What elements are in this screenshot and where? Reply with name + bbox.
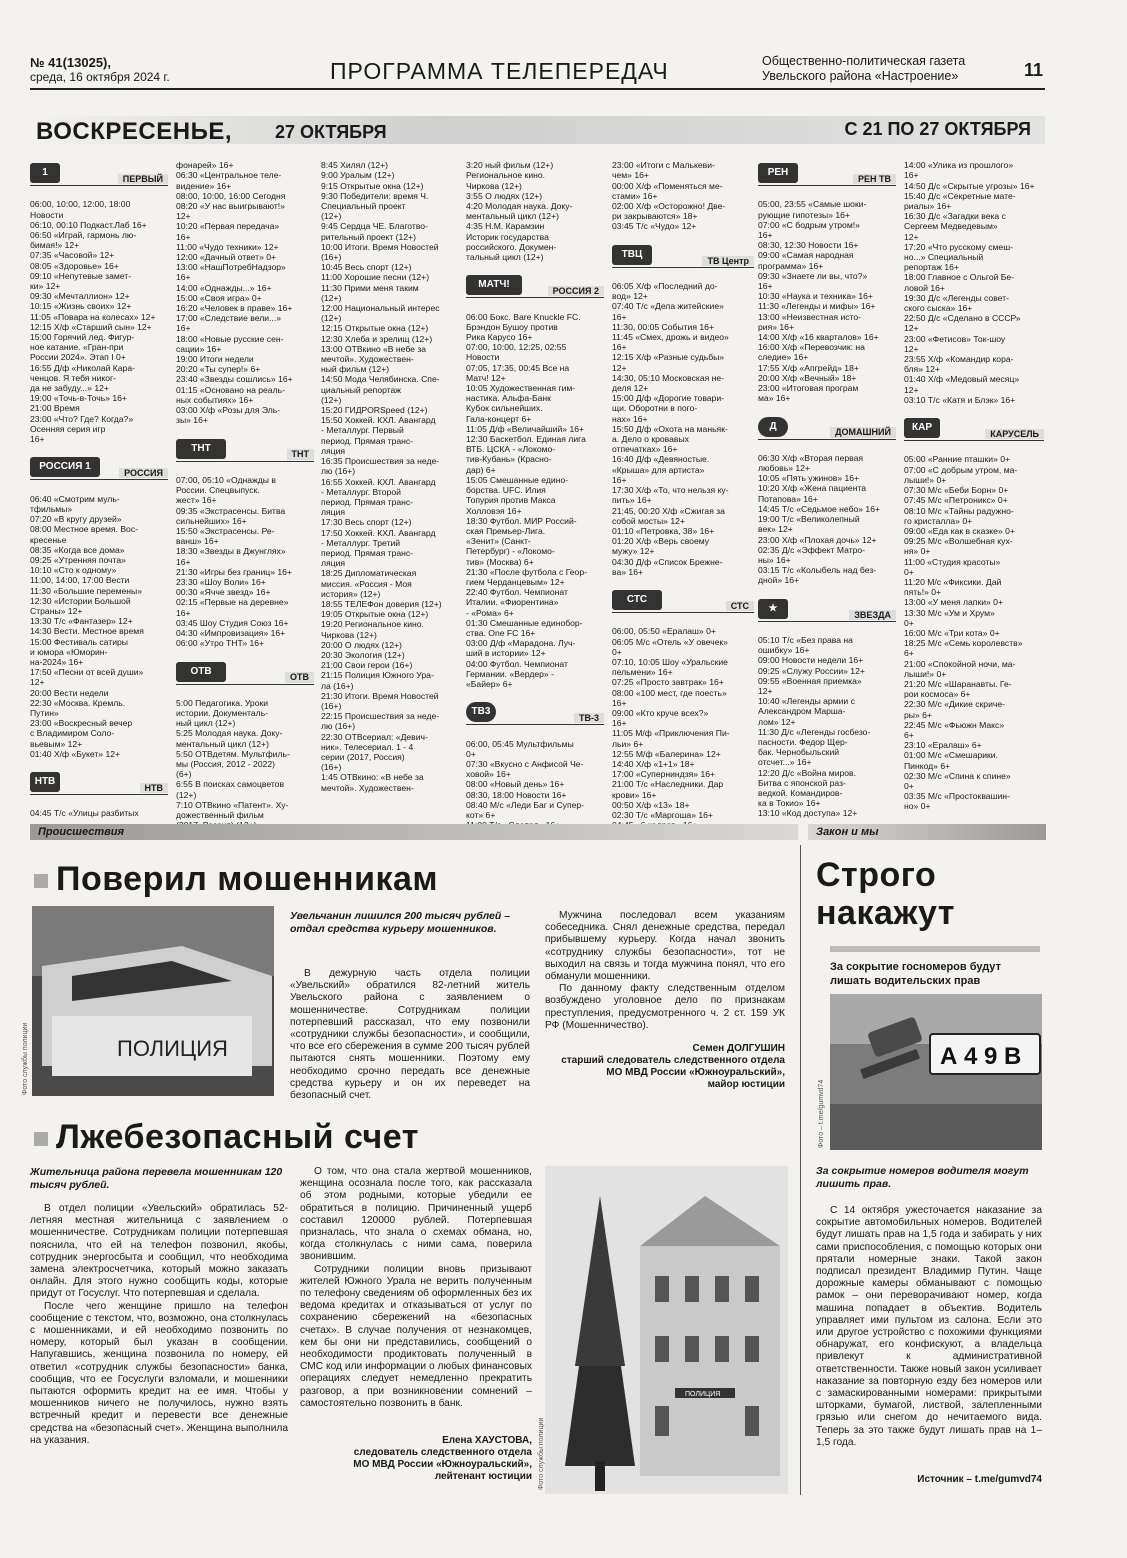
zvezda-schedule: 05:10 Т/с «Без права на ошибку» 16+ 09:00 Новости недели 16+ 09:25 «Служу России» 12+ 09:55 «Военная приемка» 12+ 10:40 «Легенды армии с Александром Марша- лом» 12+ 11:30 Д/с «Легенды госбезо- пасности. Федор Щер- бак. Чернобыльский отсчет...» 16+ 12:20 Д/с «Война миров. Битва с японской раз- ведкой. Командиров- ка в Токио» 16+ 13:10 «Код доступа» 12+	[758, 634, 871, 819]
article1-body-col1	[290, 968, 530, 1102]
plate-number: А 4 9 В	[940, 1043, 1022, 1070]
article1-paragraph-1: В дежурную часть отдела полиции «Увельский» обратился 82-летний житель Увельского района с заявлением о мошенничестве. Сотрудникам полиции потерпевший рассказал, что ему позвонили «сотрудники службы безопасности», и сообщили, что все его сбережения в сумме 200 тысяч рублей пытаются снять мошенники. Поэтому ему необходимо срочно передать все денежные средства курьеру и он их переведет на безопасный счет.	[290, 968, 530, 1102]
otv-schedule-cont: 8:45 Хилял (12+) 9:00 Уралым (12+) 9:15 Открытые окна (12+) 9:30 Победители: время Ч. Специальный проект (12+) 9:45 Сердца ЧЕ. Благотво- рительный проект (12+) 10:00 Итоги. Время Новостей (16+) 10:45 Весь спорт (12+) 11:00 Хорошие песни (12+) 11:30 Прими меня таким (12+) 12:00 Национальный интерес (12+) 12:15 Открытые окна (12+) 12:30 Хлеба и зрелищ (12+) 13:00 ОТВкино «В небе за мечтой». Художествен- ный фильм (12+) 14:50 Мода Челябинска. Спе- циальный репортаж (12+) 15:20 ГИДРОRSpeed (12+) 15:50 Хоккей. КХЛ. Авангард - Металлург. Первый период. Прямая транс- ляция 16:35 Происшествия за неде- лю (16+) 16:55 Хоккей. КХЛ. Авангард - Металлург. Второй период. Прямая транс- ляция 17:30 Весь спорт (12+) 17:50 Хоккей. КХЛ. Авангард - Металлург. Третий период. Прямая транс- ляция 18:25 Дипломатическая миссия. «Россия - Моя история» (12+) 18:55 ТЕЛЕФон доверия (12+) 19:05 Открытые окна (12+) 19:20 Региональное кино. Чиркова (12+) 20:00 О людях (12+) 20:30 Экология (12+) 21:00 Свои герои (16+) 21:15 Полиция Южного Ура- ла (16+) 21:30 Итоги. Время Новостей (16+) 22:15 Происшествия за неде- лю (16+) 22:30 ОТВсериал: «Девич- ник». Телесериал. 1 - 4 серии (2017, Россия) (16+) 1:45 ОТВкино: «В небе за мечтой». Художествен-	[321, 160, 442, 793]
article1-paragraph-3: По данному факту следственным отделом возбуждено уголовное дело по признакам преступления, предусмотренного ч. 2 ст. 159 УК РФ (Мошенничество).	[545, 983, 785, 1031]
schedule-column-6	[758, 150, 896, 819]
article1-signature: Семен ДОЛГУШИН старший следователь следственного отдела МО МВД России «Южноуральский», майор юстиции	[561, 1043, 785, 1090]
page-title: ПРОГРАММА ТЕЛЕПЕРЕДАЧ	[330, 58, 669, 84]
title-marker-icon	[34, 874, 48, 888]
channel-name: ОТВ	[285, 672, 314, 682]
tvcentr-schedule: 06:05 Х/ф «Последний до- вод» 12+ 07:40 Т/с «Дела житейские» 16+ 11:30, 00:05 События 16+ 11:45 «Смех, дрожь и видео» 16+ 12:15 Х/ф «Разные судьбы» 12+ 14:30, 05:10 Московская не- деля 12+ 15:00 Д/ф «Дорогие товари- щи. Оборотни в пого- нах» 16+ 15:50 Д/ф «Охота на маньяк- а. Дело о кровавых отпечатках» 16+ 16:40 Д/ф «Девяностые. «Крыша» для артиста» 16+ 17:30 Х/ф «То, что нельзя ку- пить» 16+ 21:45, 00:20 Х/ф «Сжигая за собой мосты» 12+ 01:10 «Петровка, 38» 16+ 01:20 Х/ф «Верь своему мужу» 12+ 04:30 Д/ф «Список Брежне- ва» 16+	[612, 281, 729, 577]
channel-tvcentr-header	[612, 245, 754, 268]
channel-rossia-header	[30, 457, 168, 480]
article1-photo	[32, 906, 274, 1096]
article1-title	[34, 860, 438, 899]
channel-name: КАРУСЕЛЬ	[985, 429, 1044, 439]
article2-photo-credit: Фото службы полиции	[538, 1417, 545, 1490]
channel-name: НТВ	[140, 783, 169, 793]
otv-logo-icon: ОТВ	[176, 662, 226, 682]
channel-karusel-header	[904, 418, 1044, 441]
article2-lead: Жительница района перевела мошенникам 120 тысяч рублей.	[30, 1166, 283, 1191]
karusel-logo-icon: КАР	[904, 418, 940, 438]
article2-paragraph-3: О том, что она стала жертвой мошенников, женщина осознала после того, как рассказала об этом родными, которые убедили ее обратиться в полицию. Причиненный ущерб составил 120000 рублей. Потерпевшая призналась, что знала о схемах обмана, но, когда столкнулась с ними сама, поверила звонившим.	[300, 1166, 532, 1263]
channel-sts-header	[612, 590, 754, 613]
pervyi-schedule: 06:00, 10:00, 12:00, 18:00 Новости 06:10, 00:10 Подкаст.Лаб 16+ 06:50 «Играй, гармонь лю- бимая!» 12+ 07:35 «Часовой» 12+ 08:05 «Здоровье» 16+ 09:10 «Непутевые замет- ки» 12+ 09:30 «Мечталлион» 12+ 10:15 «Жизнь своих» 12+ 11:05 «Повара на колесах» 12+ 12:15 Х/ф «Старший сын» 12+ 15:00 Горячий лед. Фигур- ное катание. «Гран-при России 2024». Этап I 0+ 16:55 Д/ф «Николай Кара- ченцов. Я тебя никог- да не забуду...» 12+ 19:00 «Точь-в-Точь» 16+ 21:00 Время 23:00 «Что? Где? Когда?» Осенняя серия игр 16+	[30, 199, 156, 445]
tvc-logo-icon: ТВЦ	[612, 245, 652, 265]
ntv-schedule: 04:45 Т/с «Улицы разбитых	[30, 808, 139, 819]
day-date: 27 ОКТЯБРЯ	[275, 122, 387, 142]
channel-name: РЕН ТВ	[853, 174, 896, 184]
schedule-column-4	[466, 150, 604, 820]
police-label: ПОЛИЦИЯ	[117, 1036, 228, 1061]
channel-name: РОССИЯ	[119, 468, 168, 478]
article2-title-text: Лжебезопасный счет	[56, 1118, 419, 1156]
page-number: 11	[1023, 60, 1043, 80]
day-name: ВОСКРЕСЕНЬЕ,	[36, 118, 232, 145]
channel-name: ДОМАШНИЙ	[830, 427, 896, 437]
article3-paragraph-1: С 14 октября ужесточается наказание за сокрытие автомобильных номеров. Водителей будут лишать прав на 1,5 года и забирать у них сами приспособления, с помощью которых они прятали номерные знаки. Такой закон подписал президент Владимир Путин. Чаще дорожные камеры обманывают с помощью рамок – они переворачивают номер, когда машина попадает в объектив. Водитель управляет ими пультом из салона. Если это или другое устройство с похожими функциями обнаружат, его конфискуют, а владельца привлекут к административной ответственности. Также новый закон усиливает наказание за повторную езду без номеров или с замаскированными номерами: прикрытыми шторками, бумагой, листвой, залепленными грязью или снегом до нечитаемого вида. Теперь за это также будут лишать прав на 1–1,5 года.	[816, 1205, 1042, 1448]
otv-schedule: 5:00 Педагогика. Уроки истории. Документаль- ный цикл (12+) 5:25 Молодая наука. Доку- ментальный цикл (12+) 5:50 ОТВдетям. Мультфиль- мы (Россия, 2012 - 2022) (6+) 6:55 В поисках самоцветов (12+) 7:10 ОТВкино «Патент». Ху- дожественный фильм	[176, 697, 290, 820]
section-incidents-label: Происшествия	[38, 826, 124, 838]
paper-name-line-1: Общественно-политическая газета	[762, 54, 966, 68]
rentv-schedule: 05:00, 23:55 «Самые шоки- рующие гипотезы» 16+ 07:00 «С бодрым утром!» 16+ 08:30, 12:30 Новости 16+ 09:00 «Самая народная программа» 16+ 09:30 «Знаете ли вы, что?» 16+ 10:30 «Наука и техника» 16+ 11:30 «Легенды и мифы» 16+ 13:00 «Неизвестная исто- рия» 16+ 14:00 Х/ф «16 кварталов» 16+ 16:00 Х/ф «Перевозчик: на следие» 16+ 17:55 Х/ф «Апгрейд» 18+ 20:00 Х/ф «Вечный» 18+ 23:00 «Итоговая програм ма» 16+	[758, 199, 879, 404]
channel-name: ТВ-3	[574, 713, 604, 723]
issue-date: среда, 16 октября 2024 г.	[30, 70, 170, 84]
tv3-schedule: 06:00, 05:45 Мультфильмы 0+ 07:30 «Вкусно с Анфисой Че- ховой» 16+ 08:00 «Новый день» 16+ 08:30, 18:00 Новости 16+ 08:40 М/с «Леди Баг и Супер- кот» 6+	[466, 738, 585, 820]
day-bar	[30, 116, 1045, 144]
article1-title-text: Поверил мошенникам	[56, 860, 439, 898]
article2-body-col2	[300, 1166, 532, 1410]
article3-photo	[830, 994, 1042, 1150]
section-law-label: Закон и мы	[816, 826, 879, 838]
section-law	[808, 824, 1046, 840]
channel-tv3-header	[466, 702, 604, 725]
channel-name: ТВ Центр	[702, 256, 754, 266]
issue-info	[30, 56, 170, 84]
channel-domashniy-header	[758, 417, 896, 440]
otv-schedule-end: 3:20 ный фильм (12+) Региональное кино. Чиркова (12+) 3:55 О людях (12+) 4:20 Молодая наука. Доку- ментальный цикл (12+) 4:35 Н.М. Карамзин Историк государства российского. Докумен- тальный цикл (12+)	[466, 160, 573, 263]
pervyi-logo-icon: 1	[30, 163, 60, 183]
match-logo-icon: МАТЧ!	[466, 275, 522, 295]
article2-paragraph-1: В отдел полиции «Увельский» обратилась 52-летняя местная жительница с заявлением о мошенничестве. Сотрудникам полиции потерпевшая пояснила, что ей на телефон позвонил, якобы, сотрудник энергосбыта и сообщил, что необходима замена электросчетчика, который можно заказать онлайн. Для этого нужно сообщить коды, которые придут от Госуслуг. Что потерпевшая и сделала.	[30, 1203, 288, 1300]
article1-lead: Увельчанин лишился 200 тысяч рублей – отдал средства курьеру мошенников.	[290, 910, 511, 935]
article3-body	[816, 1205, 1042, 1449]
zvezda-schedule-cont: 14:00 «Улика из прошлого» 16+ 14:50 Д/с «Скрытые угрозы» 16+ 15:40 Д/с «Секретные мате- риалы» 16+ 16:30 Д/с «Загадки века с Сергеем Медведевым» 12+ 17:20 «Что русскому смеш- но...» Специальный репортаж 16+ 18:00 Главное с Ольгой Бе- ловой 16+ 19:30 Д/с «Легенды совет- ского сыска» 16+ 22:50 Д/с «Сделано в СССР» 12+ 23:00 «Фетисов» Ток-шоу 12+ 23:55 Х/ф «Командир кора- бля» 12+ 01:40 Х/ф «Медовый месяц» 12+ 03:10 Т/с «Катя и Блэк» 16+	[904, 160, 1035, 405]
channel-ntv-header	[30, 772, 168, 795]
channel-name: ТНТ	[287, 449, 315, 459]
channel-zvezda-header	[758, 599, 896, 622]
paper-name	[762, 54, 965, 84]
tv3-logo-icon: ТВ3	[466, 702, 496, 722]
paper-name-line-2: Увельского района «Настроение»	[762, 69, 959, 83]
tv3-schedule-cont: 23:00 «Итоги с Малькеви- чем» 16+ 00:00 Х/ф «Поменяться ме- стами» 16+ 02:00 Х/ф «Осторожно! Две- ри закрываются» 18+ 03:45 Т/с «Чудо» 12+	[612, 160, 726, 232]
karusel-schedule: 05:00 «Ранние пташки» 0+ 07:00 «С добрым утром, ма- лыши!» 0+ 07:30 М/с «Беби Борн» 0+ 07:45 М/с «Петроникс» 0+ 08:10 М/с «Тайны радужно- го кристалла» 0+ 09:00 «Еда как в сказке» 0+ 09:25 М/с «Волшебная кух- ня» 0+ 11:00 «Студия красоты» 0+ 11:20 М/с «Фиксики. Дай пять!» 0+ 13:00 «У меня лапки» 0+ 13:30 М/с «Ум и Хрум» 0+ 16:00 М/с «Три кота» 0+ 18:25 М/с «Семь королевств» 6+ 21:00 «Спокойной ночи, ма- лыши!» 0+ 21:20 М/с «Шаранавты. Ге- рои космоса» 6+ 22:30 М/с «Дикие скриче- ры» 6+ 22:45 М/с «Фьюжн Макс» 6+ 23:10 «Ералаш» 6+ 01:00 М/с «Смешарики. Пинкод» 6+ 02:30 М/с «Спина к спине» 0+ 03:35 М/с «Простоквашин- но» 0+	[904, 454, 1023, 812]
channel-name: СТС	[726, 601, 754, 611]
column-divider	[800, 845, 801, 1495]
article3-title	[816, 856, 955, 932]
channel-name: ПЕРВЫЙ	[118, 174, 168, 184]
article3-title-line-2: накажут	[816, 894, 955, 932]
ren-logo-icon: РЕН	[758, 163, 798, 183]
tnt-logo-icon: ТНТ	[176, 439, 226, 459]
issue-number: № 41(13025),	[30, 55, 111, 70]
schedule-column-3	[321, 150, 459, 800]
sts-schedule: 06:00, 05:50 «Ералаш» 0+ 06:05 М/с «Отель «У овечек» 0+ 07:10, 10:05 Шоу «Уральские пельмени» 16+ 07:25 «Просто завтрак» 16+ 08:00 «100 мест, где поесть» 16+ 09:00 «Кто круче всех?» 16+ 11:05 М/ф «Приключения Пи- льи» 6+ 12:55 М/ф «Балерина» 12+ 14:40 Х/ф «1+1» 18+ 17:00 «Суперниндзя» 16+ 21:00 Т/с «Наследники. Дар крови» 16+ 00:50 Х/ф «13» 18+ 02:30 Т/с «Маргоша» 16+	[612, 626, 730, 820]
ntv-logo-icon: НТВ	[30, 772, 60, 792]
section-incidents	[30, 824, 798, 840]
masthead	[30, 52, 1045, 90]
star-logo-icon: ★	[758, 599, 788, 619]
domashniy-logo-icon: Д	[758, 417, 788, 437]
article1-paragraph-2: Мужчина последовал всем указаниям собеседника. Снял денежные средства, передал прибывшему курьеру. Когда начал звонить «сотруднику службы безопасности», тот не выходил на связь и тогда мужчина понял, что его обманули мошенники.	[545, 910, 785, 983]
article3-subtitle: За сокрытие госномеров будут лишать водительских прав	[830, 961, 1001, 987]
article1-body-col2	[545, 910, 785, 1032]
article3-lead: За сокрытие номеров водителя могут лишить прав.	[816, 1165, 1029, 1190]
article3-rule	[830, 946, 1040, 952]
channel-pervyi-header	[30, 163, 168, 186]
tnt-schedule: 07:00, 05:10 «Однажды в России. Спецвыпуск. жест» 16+ 09:35 «Экстрасенсы. Битва сильнейших» 16+ 15:50 «Экстрасенсы. Ре- ванш» 16+ 18:30 «Звезды в Джунглях» 16+ 21:30 «Игры без границ» 16+ 23:30 «Шоу Воли» 16+ 00:30 «Ячче звезд» 16+ 02:15 «Первые на деревне» 16+ 03:45 Шоу Студия Союз 16+ 04:30 «Импровизация» 16+ 06:00 «Утро ТНТ» 16+	[176, 474, 292, 649]
building-sign: ПОЛИЦИЯ	[685, 1391, 721, 1398]
channel-rentv-header	[758, 163, 896, 186]
article2-photo	[545, 1166, 788, 1494]
article2-paragraph-2: После чего женщине пришло на телефон сообщение с текстом, что, возможно, она столкнулась с мошенниками, и ей необходимо позвонить по номеру, который был указан в сообщении. Напугавшись, женщина позвонила по номеру, ей ответил «сотрудник службы безопасности» банка, сообщив, что ее Госуслуги взломали, и мошенники пытаются оформить кредит на ее имя. Чтобы у мошенников ничего не получилось, нужно взять встречный кредит и перевести все денежные средства на «безопасный счет». Женщина выполнила на указания.	[30, 1300, 288, 1446]
article3-source: Источник – t.me/gumvd74	[917, 1474, 1042, 1485]
channel-tnt-header	[176, 439, 314, 462]
schedule-column-1	[30, 150, 168, 819]
rossia-schedule: 06:40 «Смотрим муль- тфильмы» 07:20 «В кругу друзей» 08:00 Местное время. Вос- кресенье 08:35 «Когда все дома» 09:25 «Утренняя почта» 10:10 «Сто к одному» 11:00, 14:00, 17:00 Вести 11:30 «Большие перемены» 12:30 «Истории Большой Страны» 12+ 13:30 Т/с «Фантазер» 12+ 14:30 Вести. Местное время 15:00 Фестиваль сатиры и юмора «Юморин- на-2024» 16+ 17:50 «Песни от всей души» 12+ 20:00 Вести недели 22:30 «Москва. Кремль. Путин» 23:00 «Воскресный вечер с Владимиром Соло- вьевым» 12+ 01:40 Х/ф «Букет» 12+	[30, 493, 144, 759]
article3-title-line-1: Строго	[816, 856, 937, 894]
title-marker-icon	[34, 1132, 48, 1146]
article2-body-col1	[30, 1203, 288, 1447]
domashniy-schedule: 06:30 Х/ф «Вторая первая любовь» 12+ 10:05 «Пять ужинов» 16+ 10:20 Х/ф «Жена пациента Потапова» 16+ 14:45 Т/с «Седьмое небо» 16+ 19:00 Т/с «Великолепный век» 12+ 23:00 Х/ф «Плохая дочь» 12+ 02:35 Д/с «Эффект Матро- ны» 16+ 03:15 Т/с «Колыбель над без- дной» 16+	[758, 452, 881, 586]
sts-logo-icon: СТС	[612, 590, 662, 610]
schedule-column-7	[904, 150, 1044, 812]
article2-signature: Елена ХАУСТОВА, следователь следственного отдела МО МВД России «Южноуральский», лейтенант юстиции	[353, 1435, 532, 1482]
article3-photo-credit: Фото – t.me/gumvd74	[818, 1079, 825, 1148]
article2-paragraph-4: Сотрудники полиции вновь призывают жителей Южного Урала не верить полученным по телефону сведениям об оформленных без их ведома кредитах и отказываться от услуг по сохранению сбережений на «безопасных счетах». В случае получения от незнакомцев, кем бы они ни представились, сообщений о необходимости продиктовать полученный в СМС код или информации о любых финансовых операциях следует немедленно прекратить разговор, а при возникновении сомнений – самостоятельно позвонить в банк.	[300, 1263, 532, 1409]
channel-russia2-header	[466, 275, 604, 298]
russia2-schedule: 06:00 Бокс. Bare Knuckle FC. Брэндон Бушоу против Рика Карусо 16+ 07:00, 10:00, 12:25, 02:55 Новости 07:05, 17:35, 00:45 Все на Матч! 12+ 10:05 Художественная гим- настика. Альфа-Банк Кубок сильнейших. Гала-концерт 6+ 11:05 Д/ф «Величайший» 16+ 12:30 Баскетбол. Единая лига ВТБ. ЦСКА - «Локомо- тив-Кубань» (Красно- дар) 6+ 15:05 Смешанные едино- борства. UFC. Илия Топурия против Макса Холловэя 16+ 18:30 Футбол. МИР Россий- ская Премьер-Лига. «Зенит» (Санкт- Петербург) - «Локомо- тив» (Москва) 6+ 21:30 «После футбола с Геор- гием Черданцевым» 12+ 22:40 Футбол. Чемпионат Италии. «Фиорентина» - «Рома» 6+ 01:30 Смешанные единобор- ства. One FC 16+ 03:00 Д/ф «Марадона. Луч- ший в истории» 12+ 04:00 Футбол. Чемпионат Германии. «Вердер» - «Байер» 6+	[466, 311, 587, 689]
police-car-image	[32, 906, 274, 1096]
channel-name: ЗВЕЗДА	[849, 610, 896, 620]
police-building-image	[545, 1166, 788, 1494]
week-range: С 21 ПО 27 ОКТЯБРЯ	[844, 119, 1031, 139]
schedule-column-2	[176, 150, 314, 820]
license-plate-image	[830, 994, 1042, 1150]
article1-photo-credit: Фото службы полиции	[22, 1022, 29, 1095]
channel-otv-header	[176, 662, 314, 685]
ntv-schedule-cont: фонарей» 16+ 06:30 «Центральное теле- видение» 16+ 08:00, 10:00, 16:00 Сегодня 08:20 «У нас выигрывают!» 12+ 10:20 «Первая передача» 16+ 11:00 «Чудо техники» 12+ 12:00 «Дачный ответ» 0+ 13:00 «НашПотребНадзор» 16+ 14:00 «Однажды...» 16+ 15:00 «Своя игра» 0+ 16:20 «Человек в праве» 16+ 17:00 «Следствие вели...» 16+ 18:00 «Новые русские сен- сации» 16+ 19:00 Итоги недели 20:20 «Ты супер!» 6+ 23:40 «Звезды сошлись» 16+ 01:15 «Основано на реаль- ных событиях» 16+ 03:00 Х/ф «Розы для Эль- зы» 16+	[176, 160, 293, 426]
channel-name: РОССИЯ 2	[548, 286, 604, 296]
schedule-column-5	[612, 150, 754, 820]
rossia-logo-icon: РОССИЯ 1	[30, 457, 100, 477]
article2-title	[34, 1118, 419, 1157]
